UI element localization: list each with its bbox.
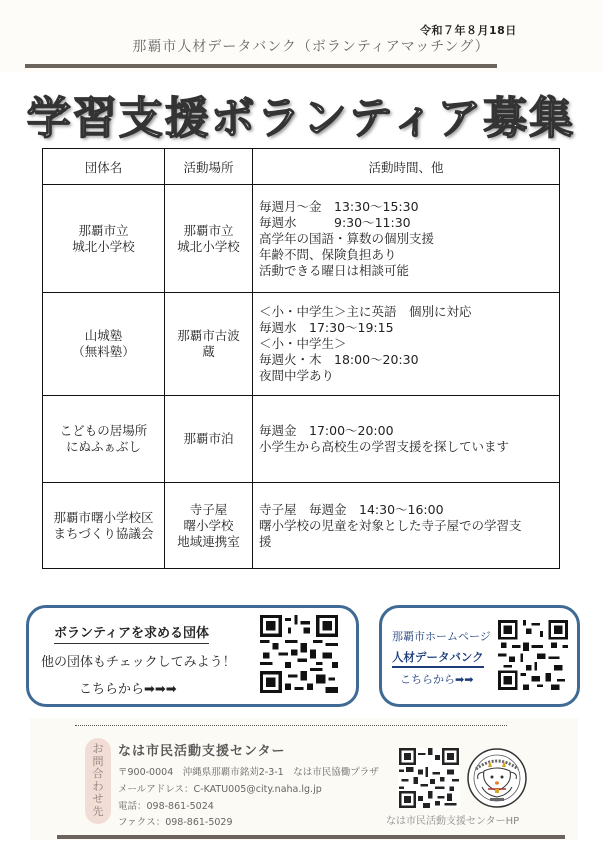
qr-code-icon[interactable] xyxy=(398,748,460,808)
header-divider xyxy=(25,64,497,68)
footer-divider xyxy=(75,725,507,726)
column-header-place: 活動場所 xyxy=(165,149,253,185)
details-cell: 毎週月～金 13:30～15:30 毎週水 9:30～11:30 高学年の国語・算数の個別支援 年齢不問、保険負担あり 活動できる曜日は相談可能 xyxy=(253,185,560,293)
table-row xyxy=(43,483,560,569)
details-cell: 寺子屋 毎週金 14:30～16:00 曙小学校の児童を対象とした寺子屋での学習支 援 xyxy=(253,483,560,569)
databank-box-link[interactable]: こちらから➡➡ xyxy=(400,673,474,686)
issue-date: 令和７年８月18日 xyxy=(420,24,517,37)
table-row xyxy=(43,293,560,396)
place-cell: 那覇市古波 蔵 xyxy=(165,293,253,396)
qr-code-icon[interactable] xyxy=(260,615,338,693)
databank-box-title: 人材データバンク xyxy=(392,649,484,668)
contact-address: 〒900-0004 沖縄県那覇市銘苅2-3-1 なは市民協働プラザ xyxy=(118,767,379,778)
contact-label: お 問 合 わ せ 先 xyxy=(85,738,111,824)
table-row xyxy=(43,396,560,483)
org-cell: 山城塾 （無料塾） xyxy=(43,293,165,396)
org-cell: 那覇市曙小学校区 まちづくり協議会 xyxy=(43,483,165,569)
footer-bottom-divider xyxy=(57,835,565,839)
column-header-org: 団体名 xyxy=(43,149,165,185)
groups-box-title: ボランティアを求める団体 xyxy=(54,622,209,644)
page-title: 学習支援ボランティア募集 xyxy=(26,93,576,144)
center-hp-label: なは市民活動支援センターHP xyxy=(386,816,520,827)
contact-org-name: なは市民活動支援センター xyxy=(118,744,286,759)
org-cell: 那覇市立 城北小学校 xyxy=(43,185,165,293)
place-cell: 那覇市泊 xyxy=(165,396,253,483)
org-cell: こどもの居場所 にぬふぁぶし xyxy=(43,396,165,483)
databank-box-text: 那覇市ホームページ xyxy=(392,630,491,643)
table-row xyxy=(43,185,560,293)
column-header-details: 活動時間、他 xyxy=(253,149,560,185)
groups-box-link[interactable]: こちらから➡➡➡ xyxy=(79,682,177,697)
volunteer-table xyxy=(42,148,560,569)
qr-code-icon[interactable] xyxy=(498,620,568,690)
contact-fax: ファクス：098-861-5029 xyxy=(118,817,233,828)
details-cell: 毎週金 17:00～20:00 小学生から高校生の学習支援を探しています xyxy=(253,396,560,483)
contact-phone: 電話：098-861-5024 xyxy=(118,801,214,812)
contact-email[interactable]: メールアドレス：C-KATU005@city.naha.lg.jp xyxy=(118,784,322,795)
details-cell: ＜小・中学生＞主に英語 個別に対応 毎週水 17:30～19:15 ＜小・中学生＞ 毎週火・木 18:00～20:30 夜間中学あり xyxy=(253,293,560,396)
header-subtitle: 那覇市人材データバンク（ボランティアマッチング） xyxy=(132,39,490,55)
table-header-row xyxy=(43,149,560,185)
groups-box-text: 他の団体もチェックしてみよう！ xyxy=(41,655,236,670)
place-cell: 那覇市立 城北小学校 xyxy=(165,185,253,293)
goat-mascot-logo-icon xyxy=(466,747,528,809)
place-cell: 寺子屋 曙小学校 地域連携室 xyxy=(165,483,253,569)
